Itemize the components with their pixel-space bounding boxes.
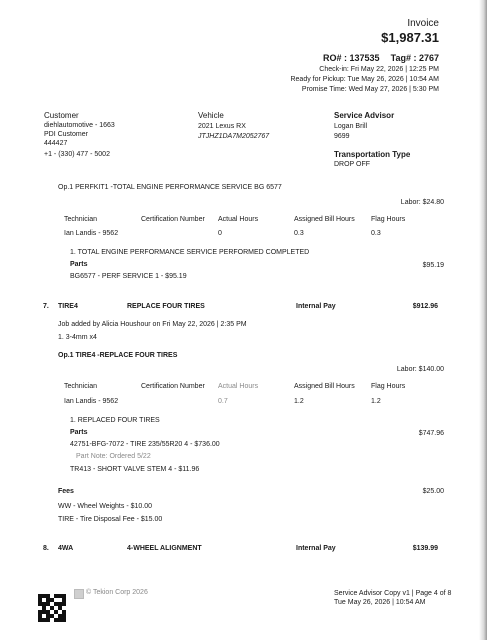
advisor-id: 9699 — [334, 133, 350, 140]
job7-title: REPLACE FOUR TIRES — [127, 303, 205, 310]
job6-labor: Labor: $24.80 — [400, 199, 444, 206]
tekion-logo-icon — [74, 589, 84, 599]
job6-flag-hours: 0.3 — [371, 230, 381, 237]
job7-header-bill-hours: Assigned Bill Hours — [294, 383, 355, 390]
job6-note: 1. TOTAL ENGINE PERFORMANCE SERVICE PERFORMED COMPLETED — [70, 249, 310, 256]
job7-operation: Op.1 TIRE4 -REPLACE FOUR TIRES — [58, 352, 178, 359]
job7-part1: 42751-BFG-7072 - TIRE 235/55R20 4 - $736.00 — [70, 441, 220, 448]
invoice-total: $1,987.31 — [381, 30, 439, 45]
job7-header-technician: Technician — [64, 383, 98, 390]
job6-header-certification: Certification Number — [141, 216, 205, 223]
tag-number: Tag# : 2767 — [390, 53, 439, 63]
vehicle-heading: Vehicle — [198, 111, 224, 120]
job7-part-note: Part Note: Ordered 5/22 — [76, 453, 151, 460]
job7-parts-label: Parts — [70, 429, 88, 436]
job7-parts-total: $747.96 — [418, 430, 444, 437]
footer-copyright: © Tekion Corp 2026 — [86, 589, 148, 596]
job7-note: 1. REPLACED FOUR TIRES — [70, 417, 160, 424]
checkin-time: Check-in: Fri May 22, 2026 | 12:25 PM — [319, 66, 439, 73]
transport-value: DROP OFF — [334, 161, 371, 168]
job7-header-flag-hours: Flag Hours — [371, 383, 406, 390]
job6-bill-hours: 0.3 — [294, 230, 304, 237]
footer-copy-page: Service Advisor Copy v1 | Page 4 of 8 — [334, 590, 452, 597]
job7-header-actual-hours: Actual Hours — [218, 383, 259, 390]
job6-parts-total: $95.19 — [422, 262, 444, 269]
job6-part1: BG6577 - PERF SERVICE 1 - $95.19 — [70, 273, 187, 280]
job7-labor: Labor: $140.00 — [396, 366, 444, 373]
job7-amount: $912.96 — [412, 303, 438, 310]
job7-flag-hours: 1.2 — [371, 398, 381, 405]
job8-number: 8. — [43, 545, 49, 552]
job8-pay-type: Internal Pay — [296, 545, 336, 552]
job7-technician: Ian Landis - 9562 — [64, 398, 119, 405]
job7-pay-type: Internal Pay — [296, 303, 336, 310]
pickup-time: Ready for Pickup: Tue May 26, 2026 | 10:54 AM — [290, 76, 439, 83]
job6-header-bill-hours: Assigned Bill Hours — [294, 216, 355, 223]
invoice-title: Invoice — [407, 18, 439, 29]
job7-part2: TR413 - SHORT VALVE STEM 4 - $11.96 — [70, 466, 200, 473]
vehicle-model: 2021 Lexus RX — [198, 123, 246, 130]
qr-code — [38, 594, 66, 622]
customer-line1: diehlautomotive - 1663 — [44, 122, 115, 129]
job7-fee1: WW - Wheel Weights - $10.00 — [58, 503, 153, 510]
job7-number: 7. — [43, 303, 49, 310]
job6-header-actual-hours: Actual Hours — [218, 216, 259, 223]
ro-number: RO# : 137535 — [323, 53, 380, 63]
job7-concern: 1. 3-4mm x4 — [58, 334, 97, 341]
job8-code: 4WA — [58, 545, 74, 552]
vehicle-vin: JTJHZ1DA7M2052767 — [198, 133, 270, 140]
job6-technician: Ian Landis - 9562 — [64, 230, 119, 237]
job7-actual-hours: 0.7 — [218, 398, 228, 405]
job7-fee2: TIRE - Tire Disposal Fee - $15.00 — [58, 516, 163, 523]
job6-header-technician: Technician — [64, 216, 98, 223]
job7-added-by: Job added by Alicia Houshour on Fri May 22, 2026 | 2:35 PM — [58, 321, 247, 328]
customer-line3: 444427 — [44, 140, 68, 147]
job7-code: TIRE4 — [58, 303, 78, 310]
advisor-heading: Service Advisor — [334, 111, 395, 120]
customer-heading: Customer — [44, 111, 79, 120]
footer-printed-time: Tue May 26, 2026 | 10:54 AM — [334, 599, 426, 606]
transport-heading: Transportation Type — [334, 150, 411, 159]
job6-operation: Op.1 PERFKIT1 -TOTAL ENGINE PERFORMANCE SERVICE BG 6577 — [58, 184, 282, 191]
scan-edge-shadow — [479, 0, 487, 640]
job8-title: 4-WHEEL ALIGNMENT — [127, 545, 202, 552]
job7-header-certification: Certification Number — [141, 383, 205, 390]
promise-time: Promise Time: Wed May 27, 2026 | 5:30 PM — [301, 86, 439, 93]
job6-header-flag-hours: Flag Hours — [371, 216, 406, 223]
job7-fees-total: $25.00 — [422, 488, 444, 495]
job8-amount: $139.99 — [412, 545, 438, 552]
job6-parts-label: Parts — [70, 261, 88, 268]
job7-bill-hours: 1.2 — [294, 398, 304, 405]
advisor-name: Logan Brill — [334, 123, 368, 130]
customer-phone: +1 - (330) 477 - 5002 — [44, 151, 110, 158]
customer-line2: PDI Customer — [44, 131, 88, 138]
job7-fees-label: Fees — [58, 488, 74, 495]
job6-actual-hours: 0 — [218, 230, 222, 237]
